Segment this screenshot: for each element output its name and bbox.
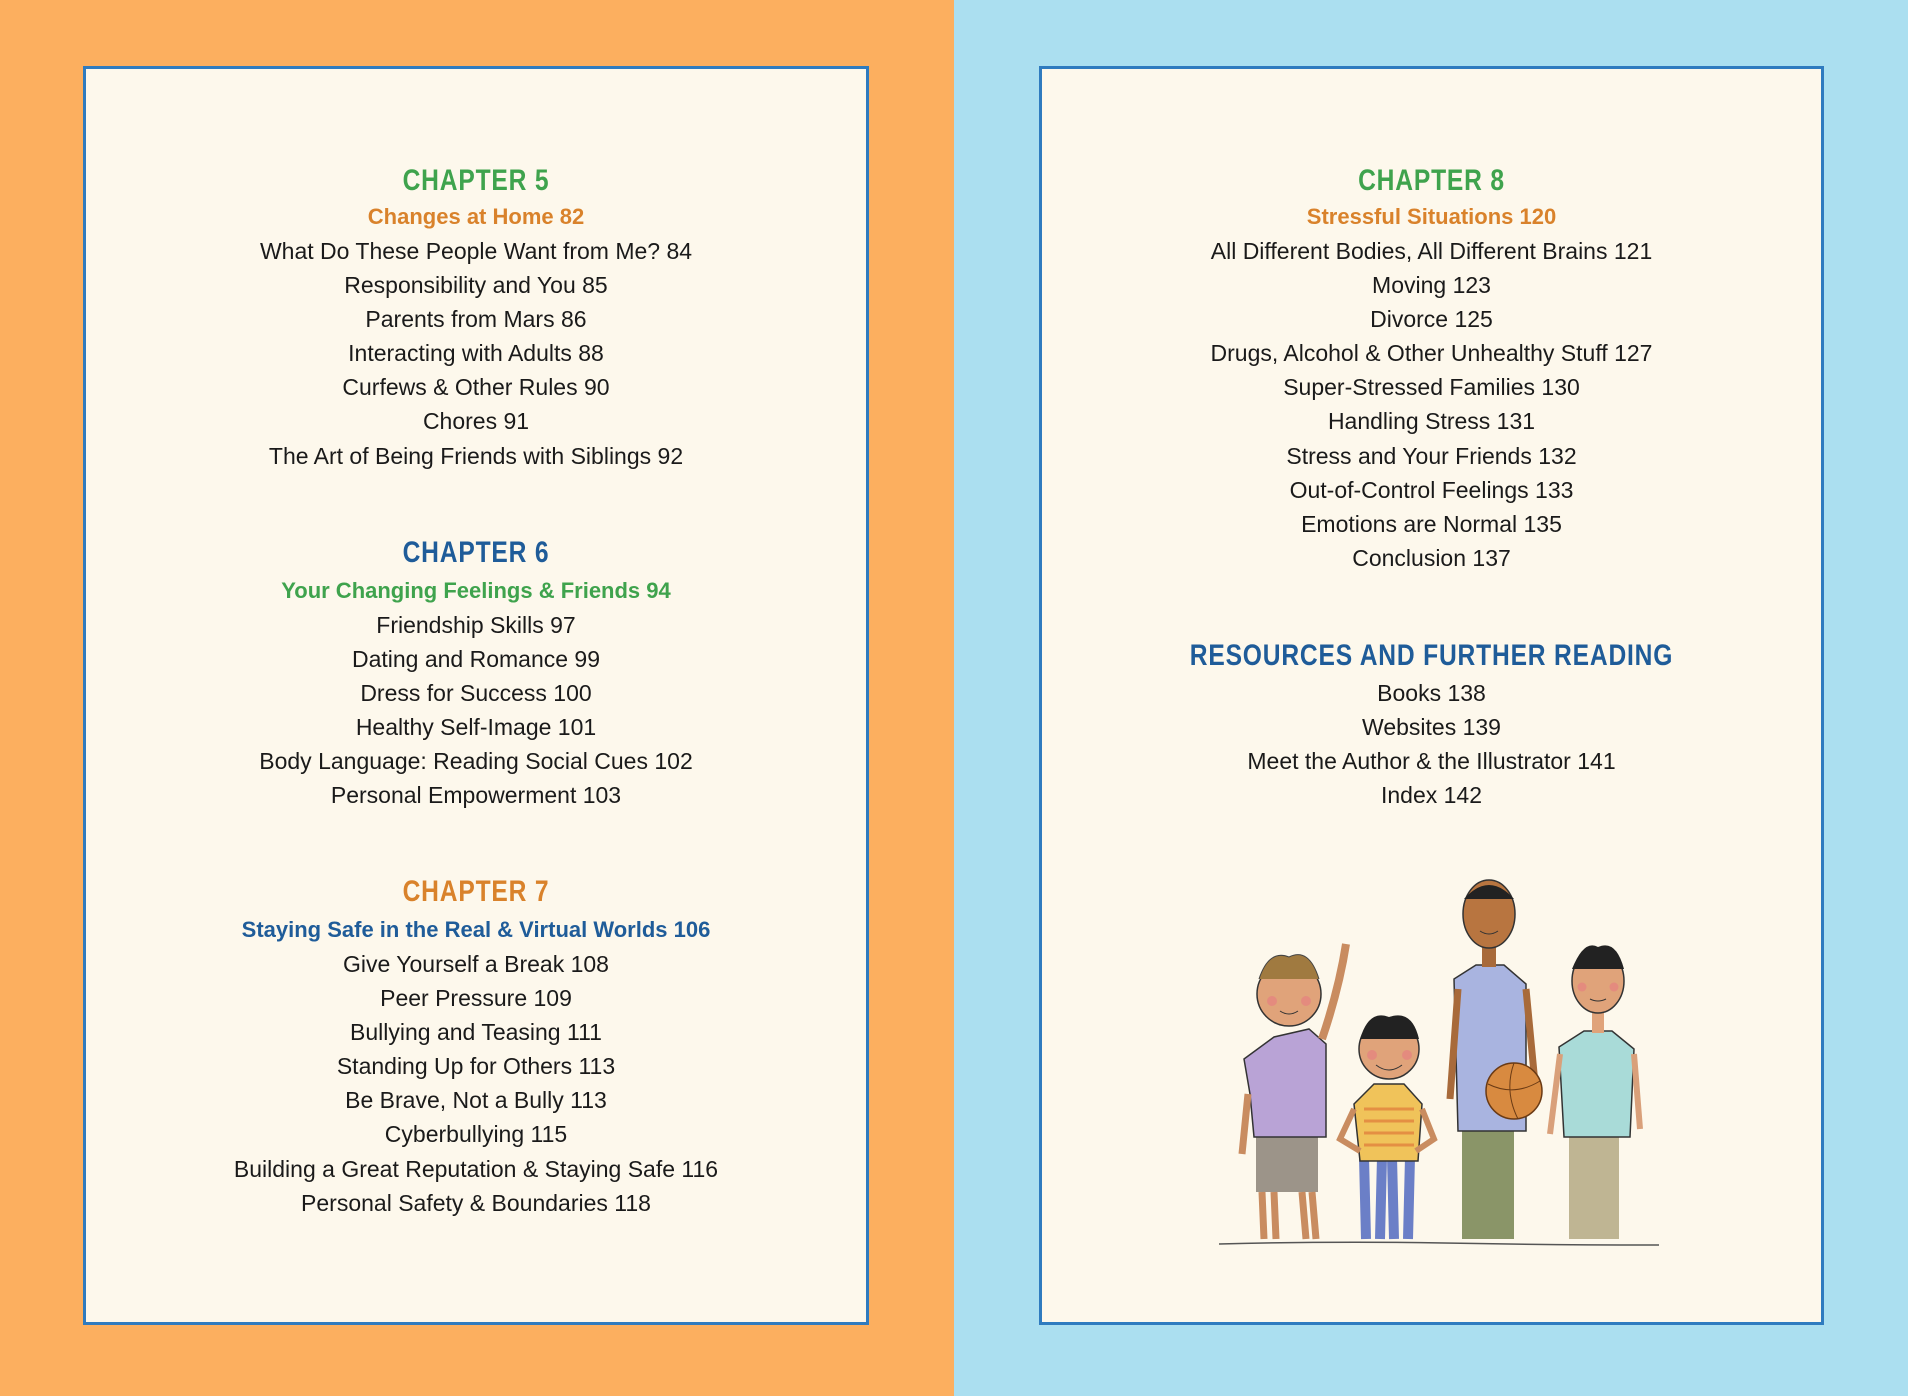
- toc-entry[interactable]: Dress for Success 100: [360, 680, 592, 707]
- chapter-6-items: [86, 608, 866, 813]
- chapter-7-heading: CHAPTER 7: [402, 875, 550, 908]
- toc-entry[interactable]: Personal Empowerment 103: [330, 782, 622, 809]
- chapter-7-items: [86, 947, 866, 1220]
- boy-teal-shirt-figure: [1550, 945, 1640, 1239]
- toc-entry[interactable]: Give Yourself a Break 108: [343, 951, 609, 977]
- chapter-8-items: [1042, 234, 1821, 575]
- chapter-7-title[interactable]: Staying Safe in the Real & Virtual Worlds 106: [241, 917, 711, 942]
- toc-entry[interactable]: Super-Stressed Families 130: [1283, 374, 1580, 401]
- toc-entry[interactable]: Out-of-Control Feelings 133: [1289, 476, 1574, 503]
- boy-waving-figure: [1242, 944, 1346, 1239]
- toc-entry[interactable]: Drugs, Alcohol & Other Unhealthy Stuff 127: [1210, 340, 1653, 367]
- toc-entry[interactable]: Peer Pressure 109: [380, 985, 572, 1012]
- toc-entry[interactable]: Cyberbullying 115: [384, 1121, 568, 1148]
- toc-entry[interactable]: Dating and Romance 99: [351, 646, 601, 673]
- toc-entry[interactable]: Friendship Skills 97: [376, 612, 576, 638]
- chapter-5-title[interactable]: Changes at Home 82: [367, 204, 585, 229]
- chapter-8-title[interactable]: Stressful Situations 120: [1306, 204, 1557, 229]
- toc-entry[interactable]: Curfews & Other Rules 90: [342, 374, 610, 401]
- chapter-6-title[interactable]: Your Changing Feelings & Friends 94: [281, 578, 671, 603]
- toc-panel-right: [1039, 66, 1824, 1325]
- toc-entry[interactable]: Index 142: [1380, 782, 1483, 809]
- toc-panel-left: [83, 66, 869, 1325]
- toc-entry[interactable]: Parents from Mars 86: [365, 306, 587, 333]
- toc-entry[interactable]: Chores 91: [422, 408, 530, 435]
- toc-entry[interactable]: Meet the Author & the Illustrator 141: [1247, 748, 1616, 775]
- toc-entry[interactable]: Books 138: [1377, 680, 1486, 706]
- four-boys-illustration: [1214, 869, 1664, 1259]
- toc-entry[interactable]: Moving 123: [1372, 272, 1491, 299]
- toc-entry[interactable]: Building a Great Reputation & Staying Safe 116: [233, 1155, 719, 1182]
- toc-entry[interactable]: Divorce 125: [1370, 306, 1493, 333]
- toc-entry[interactable]: What Do These People Want from Me? 84: [259, 238, 693, 264]
- toc-entry[interactable]: Personal Safety & Boundaries 118: [301, 1189, 651, 1216]
- toc-entry[interactable]: Healthy Self-Image 101: [355, 714, 597, 741]
- chapter-5-items: [86, 234, 866, 473]
- chapter-6-heading: CHAPTER 6: [402, 536, 550, 569]
- toc-entry[interactable]: Interacting with Adults 88: [348, 340, 604, 367]
- resources-items: [1042, 676, 1821, 812]
- toc-entry[interactable]: Conclusion 137: [1352, 544, 1511, 571]
- toc-entry[interactable]: Websites 139: [1362, 714, 1501, 741]
- toc-entry[interactable]: The Art of Being Friends with Siblings 92: [268, 442, 684, 469]
- toc-entry[interactable]: Be Brave, Not a Bully 113: [345, 1087, 607, 1114]
- toc-entry[interactable]: All Different Bodies, All Different Brains 121: [1210, 238, 1653, 264]
- boy-with-basketball-figure: [1450, 880, 1542, 1239]
- chapter-5-heading: CHAPTER 5: [402, 164, 550, 197]
- toc-entry[interactable]: Stress and Your Friends 132: [1286, 442, 1577, 469]
- resources-heading: RESOURCES AND FURTHER READING: [1189, 639, 1674, 672]
- chapter-8-heading: CHAPTER 8: [1358, 164, 1505, 197]
- toc-entry[interactable]: Bullying and Teasing 111: [350, 1019, 602, 1046]
- toc-entry[interactable]: Responsibility and You 85: [344, 272, 608, 299]
- toc-entry[interactable]: Handling Stress 131: [1327, 408, 1536, 435]
- toc-entry[interactable]: Standing Up for Others 113: [336, 1053, 616, 1080]
- boy-smiling-figure: [1340, 1015, 1434, 1239]
- toc-entry[interactable]: Emotions are Normal 135: [1301, 510, 1562, 537]
- toc-entry[interactable]: Body Language: Reading Social Cues 102: [259, 748, 693, 775]
